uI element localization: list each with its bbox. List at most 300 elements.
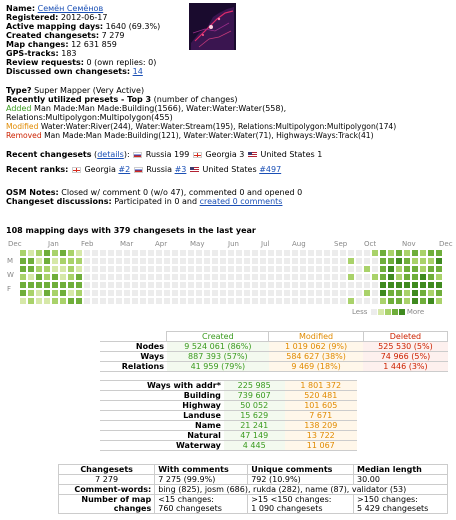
calendar-day-cell bbox=[236, 258, 242, 264]
calendar-day-cell bbox=[156, 274, 162, 280]
calendar-day-cell bbox=[84, 282, 90, 288]
calendar-day-cell bbox=[380, 274, 386, 280]
month-label: Dec bbox=[8, 240, 22, 248]
map-changes-buckets-label bbox=[59, 495, 155, 514]
calendar-day-cell bbox=[92, 250, 98, 256]
calendar-day-cell bbox=[148, 282, 154, 288]
calendar-day-cell bbox=[52, 282, 58, 288]
calendar-day-cell bbox=[60, 266, 66, 272]
rank-us-link[interactable]: #497 bbox=[259, 165, 282, 174]
calendar-day-cell bbox=[36, 266, 42, 272]
calendar-day-cell bbox=[180, 274, 186, 280]
calendar-day-cell bbox=[76, 266, 82, 272]
calendar-day-cell bbox=[100, 250, 106, 256]
calendar-day-cell bbox=[428, 282, 434, 288]
calendar-day-cell bbox=[44, 274, 50, 280]
calendar-day-cell bbox=[20, 298, 26, 304]
calendar-day-cell bbox=[124, 274, 130, 280]
modified-label: Modified bbox=[6, 122, 39, 131]
month-label: Nov bbox=[402, 240, 416, 248]
calendar-day-cell bbox=[44, 258, 50, 264]
cell-modified: 11 067 bbox=[285, 441, 357, 451]
month-label: Oct bbox=[364, 240, 377, 248]
active-days-value: 1640 (69.3%) bbox=[105, 22, 161, 31]
calendar-day-cell bbox=[244, 290, 250, 296]
calendar-day-cell bbox=[84, 290, 90, 296]
calendar-day-cell bbox=[332, 290, 338, 296]
calendar-day-cell bbox=[164, 282, 170, 288]
presets-added-row bbox=[6, 104, 286, 113]
month-label: Feb bbox=[81, 240, 94, 248]
calendar-day-cell bbox=[276, 282, 282, 288]
calendar-day-cell bbox=[308, 282, 314, 288]
calendar-day-cell bbox=[68, 290, 74, 296]
calendar-day-cell bbox=[396, 266, 402, 272]
calendar-day-cell bbox=[252, 258, 258, 264]
calendar-day-cell bbox=[292, 290, 298, 296]
recent-cs-us: United States 1 bbox=[260, 150, 323, 159]
calendar-day-cell bbox=[228, 298, 234, 304]
legend-less: Less bbox=[352, 308, 368, 316]
calendar-day-cell bbox=[388, 274, 394, 280]
calendar-day-cell bbox=[420, 298, 426, 304]
calendar-day-cell bbox=[372, 290, 378, 296]
calendar-day-cell bbox=[308, 250, 314, 256]
calendar-day-cell bbox=[364, 298, 370, 304]
presets-modified-row bbox=[6, 122, 396, 131]
calendar-day-cell bbox=[108, 250, 114, 256]
calendar-day-cell bbox=[372, 266, 378, 272]
calendar-day-cell bbox=[116, 274, 122, 280]
discussed-link[interactable]: 14 bbox=[132, 67, 143, 76]
calendar-day-cell bbox=[84, 274, 90, 280]
presets-added-row-2 bbox=[6, 113, 173, 122]
calendar-day-cell bbox=[108, 290, 114, 296]
calendar-day-cell bbox=[196, 266, 202, 272]
review-row bbox=[6, 58, 156, 67]
calendar-day-cell bbox=[260, 274, 266, 280]
cell-modified: 7 671 bbox=[285, 411, 357, 421]
calendar-day-cell bbox=[276, 266, 282, 272]
cell-deleted: 525 530 (5%) bbox=[363, 342, 447, 352]
row-label: Ways with addr* bbox=[100, 381, 224, 391]
month-label: Aug bbox=[292, 240, 306, 248]
calendar-day-cell bbox=[364, 274, 370, 280]
calendar-day-cell bbox=[300, 266, 306, 272]
calendar-day-cell bbox=[300, 250, 306, 256]
calendar-day-cell bbox=[220, 250, 226, 256]
month-label: Jul bbox=[261, 240, 270, 248]
table-row bbox=[100, 362, 448, 372]
calendar-day-cell bbox=[324, 282, 330, 288]
calendar-day-cell bbox=[164, 266, 170, 272]
bucket-large-value: 5 429 changesets bbox=[357, 504, 429, 513]
calendar-day-cell bbox=[372, 282, 378, 288]
calendar-day-cell bbox=[340, 282, 346, 288]
calendar-day-cell bbox=[188, 250, 194, 256]
calendar-day-cell bbox=[140, 290, 146, 296]
calendar-day-cell bbox=[172, 290, 178, 296]
calendar-day-cell bbox=[76, 282, 82, 288]
calendar-day-cell bbox=[44, 266, 50, 272]
calendar-day-cell bbox=[268, 274, 274, 280]
recent-cs-label: Recent changesets bbox=[6, 150, 92, 159]
element-stats-table bbox=[100, 331, 448, 372]
table-row bbox=[100, 421, 357, 431]
table-row bbox=[59, 495, 448, 514]
row-label: Relations bbox=[100, 362, 167, 372]
calendar-day-cell bbox=[212, 258, 218, 264]
calendar-day-cell bbox=[92, 298, 98, 304]
calendar-day-cell bbox=[212, 290, 218, 296]
calendar-day-cell bbox=[180, 290, 186, 296]
calendar-day-cell bbox=[44, 250, 50, 256]
calendar-day-cell bbox=[76, 274, 82, 280]
discussed-row bbox=[6, 67, 143, 76]
calendar-day-cell bbox=[156, 258, 162, 264]
calendar-day-cell bbox=[388, 250, 394, 256]
calendar-day-cell bbox=[52, 274, 58, 280]
calendar-day-cell bbox=[156, 290, 162, 296]
day-label: W bbox=[7, 271, 14, 279]
rank-russia-link[interactable]: #3 bbox=[174, 165, 187, 174]
calendar-day-cell bbox=[204, 290, 210, 296]
calendar-day-cell bbox=[124, 298, 130, 304]
calendar-day-cell bbox=[204, 298, 210, 304]
calendar-day-cell bbox=[420, 266, 426, 272]
table-row bbox=[100, 411, 357, 421]
calendar-day-cell bbox=[156, 298, 162, 304]
calendar-day-cell bbox=[100, 290, 106, 296]
calendar-day-cell bbox=[428, 298, 434, 304]
calendar-day-cell bbox=[20, 266, 26, 272]
month-label: Jun bbox=[228, 240, 239, 248]
calendar-day-cell bbox=[116, 290, 122, 296]
calendar-day-cell bbox=[100, 266, 106, 272]
month-label: Sep bbox=[334, 240, 348, 248]
calendar-day-cell bbox=[236, 250, 242, 256]
map-changes-value: 12 631 859 bbox=[71, 40, 117, 49]
calendar-day-cell bbox=[52, 250, 58, 256]
day-label: F bbox=[7, 285, 12, 293]
calendar-day-cell bbox=[148, 298, 154, 304]
calendar-day-cell bbox=[388, 266, 394, 272]
calendar-day-cell bbox=[20, 274, 26, 280]
calendar-day-cell bbox=[212, 274, 218, 280]
rank-russia: Russia bbox=[146, 165, 173, 174]
calendar-day-cell bbox=[292, 258, 298, 264]
recent-cs-georgia: Georgia 3 bbox=[205, 150, 245, 159]
calendar-day-cell bbox=[20, 290, 26, 296]
gps-row bbox=[6, 49, 77, 58]
calendar-day-cell bbox=[348, 250, 354, 256]
calendar-day-cell bbox=[204, 282, 210, 288]
calendar-day-cell bbox=[292, 266, 298, 272]
calendar-day-cell bbox=[428, 258, 434, 264]
calendar-day-cell bbox=[396, 282, 402, 288]
calendar-day-cell bbox=[388, 290, 394, 296]
calendar-day-cell bbox=[124, 282, 130, 288]
calendar-day-cell bbox=[212, 282, 218, 288]
calendar-day-cell bbox=[52, 298, 58, 304]
calendar-title: 108 mapping days with 379 changesets in the last year bbox=[6, 226, 256, 235]
created-comments-link[interactable]: created 0 comments bbox=[199, 197, 283, 206]
calendar-day-cell bbox=[244, 266, 250, 272]
russia-flag-icon bbox=[133, 152, 142, 158]
cell-median-length: 30.00 bbox=[354, 475, 448, 485]
us-flag-icon bbox=[248, 152, 257, 158]
calendar-day-cell bbox=[404, 290, 410, 296]
calendar-day-cell bbox=[52, 266, 58, 272]
georgia-flag-icon bbox=[72, 167, 81, 173]
cell-modified: 520 481 bbox=[285, 391, 357, 401]
col-modified: Modified bbox=[269, 332, 364, 342]
calendar-day-cell bbox=[196, 250, 202, 256]
label-line-2: changes bbox=[113, 504, 152, 513]
calendar-day-cell bbox=[308, 290, 314, 296]
gps-value: 183 bbox=[61, 49, 77, 58]
calendar-day-cell bbox=[180, 258, 186, 264]
bucket-small bbox=[155, 495, 248, 514]
type-row bbox=[6, 86, 144, 95]
col-created: Created bbox=[167, 332, 269, 342]
calendar-day-cell bbox=[348, 298, 354, 304]
calendar-day-cell bbox=[188, 290, 194, 296]
calendar-day-cell bbox=[276, 290, 282, 296]
calendar-day-cell bbox=[300, 290, 306, 296]
calendar-day-cell bbox=[220, 290, 226, 296]
cell-created: 50 052 bbox=[224, 401, 285, 411]
registered-row bbox=[6, 13, 107, 22]
calendar-day-cell bbox=[188, 266, 194, 272]
notes-label: OSM Notes: bbox=[6, 188, 59, 197]
bucket-small-label: <15 changes: bbox=[158, 495, 214, 504]
cell-modified: 101 605 bbox=[285, 401, 357, 411]
calendar-day-cell bbox=[380, 266, 386, 272]
legend-swatch bbox=[378, 309, 384, 315]
calendar-day-cell bbox=[28, 274, 34, 280]
calendar-day-cell bbox=[156, 250, 162, 256]
calendar-day-cell bbox=[132, 298, 138, 304]
calendar-day-cell bbox=[244, 258, 250, 264]
calendar-day-cell bbox=[284, 250, 290, 256]
calendar-day-cell bbox=[332, 282, 338, 288]
calendar-day-cell bbox=[180, 250, 186, 256]
calendar-day-cell bbox=[356, 298, 362, 304]
recent-changesets-row: Recent changesets (details): Russia 199 Georgia 3 United States 1 bbox=[6, 150, 323, 159]
calendar-day-cell bbox=[308, 298, 314, 304]
calendar-day-cell bbox=[252, 274, 258, 280]
calendar-day-cell bbox=[316, 290, 322, 296]
table-row bbox=[100, 431, 357, 441]
calendar-day-cell bbox=[28, 282, 34, 288]
comment-words-value: bing (825), josm (686), rukda (282), name (87), validator (53) bbox=[155, 485, 448, 495]
calendar-day-cell bbox=[436, 258, 442, 264]
calendar-day-cell bbox=[52, 258, 58, 264]
calendar-day-cell bbox=[348, 266, 354, 272]
calendar-day-cell bbox=[140, 250, 146, 256]
calendar-day-cell bbox=[228, 274, 234, 280]
row-label: Nodes bbox=[100, 342, 167, 352]
calendar-day-cell bbox=[276, 298, 282, 304]
calendar-day-cell bbox=[132, 266, 138, 272]
calendar-day-cell bbox=[28, 250, 34, 256]
recent-cs-details-link[interactable]: details bbox=[97, 150, 124, 159]
calendar-day-cell bbox=[308, 274, 314, 280]
calendar-day-cell bbox=[140, 274, 146, 280]
calendar-day-cell bbox=[292, 250, 298, 256]
calendar-day-cell bbox=[228, 258, 234, 264]
modified-values: Water:Water:River(244), Water:Water:Stream(195), Relations:Multipolygon:Multipolygon(174) bbox=[40, 122, 397, 131]
calendar-day-cell bbox=[68, 250, 74, 256]
calendar-day-cell bbox=[172, 250, 178, 256]
bucket-medium-label: >15 <150 changes: bbox=[251, 495, 332, 504]
month-label: Jan bbox=[48, 240, 59, 248]
active-days-label: Active mapping days: bbox=[6, 22, 104, 31]
cell-deleted: 1 446 (3%) bbox=[363, 362, 447, 372]
calendar-day-cell bbox=[308, 266, 314, 272]
calendar-day-cell bbox=[92, 282, 98, 288]
cell-created: 9 524 061 (86%) bbox=[167, 342, 269, 352]
review-value: 0 (own replies: 0) bbox=[86, 58, 157, 67]
calendar-day-cell bbox=[380, 250, 386, 256]
legend-swatch bbox=[371, 309, 377, 315]
avatar[interactable] bbox=[189, 3, 236, 50]
calendar-day-cell bbox=[76, 258, 82, 264]
calendar-day-cell bbox=[436, 298, 442, 304]
calendar-day-cell bbox=[108, 274, 114, 280]
calendar-day-cell bbox=[252, 250, 258, 256]
calendar-day-cell bbox=[212, 266, 218, 272]
calendar-day-cell bbox=[364, 266, 370, 272]
legend-swatch bbox=[385, 309, 391, 315]
discussions-value: Participated in 0 and bbox=[114, 197, 198, 206]
calendar-day-cell bbox=[196, 298, 202, 304]
registered-value: 2012-06-17 bbox=[60, 13, 108, 22]
calendar-day-cell bbox=[268, 298, 274, 304]
calendar-day-cell bbox=[196, 274, 202, 280]
calendar-day-cell bbox=[284, 274, 290, 280]
row-label: Landuse bbox=[100, 411, 224, 421]
calendar-day-cell bbox=[84, 250, 90, 256]
cell-created: 225 985 bbox=[224, 381, 285, 391]
calendar-day-cell bbox=[164, 274, 170, 280]
calendar-day-cell bbox=[44, 290, 50, 296]
calendar-day-cell bbox=[132, 282, 138, 288]
type-label: Type? bbox=[6, 86, 32, 95]
row-label: Building bbox=[100, 391, 224, 401]
calendar-day-cell bbox=[396, 258, 402, 264]
month-label: Dec bbox=[439, 240, 453, 248]
calendar-day-cell bbox=[60, 290, 66, 296]
calendar-day-cell bbox=[228, 250, 234, 256]
calendar-day-cell bbox=[28, 298, 34, 304]
row-label: Highway bbox=[100, 401, 224, 411]
calendar-day-cell bbox=[332, 250, 338, 256]
calendar-day-cell bbox=[132, 274, 138, 280]
calendar-day-cell bbox=[148, 274, 154, 280]
calendar-day-cell bbox=[324, 258, 330, 264]
calendar-day-cell bbox=[260, 250, 266, 256]
calendar-day-cell bbox=[300, 298, 306, 304]
calendar-day-cell bbox=[244, 282, 250, 288]
calendar-day-cell bbox=[196, 282, 202, 288]
col-changesets: Changesets bbox=[59, 465, 155, 475]
cell-created: 21 241 bbox=[224, 421, 285, 431]
calendar-day-cell bbox=[404, 274, 410, 280]
calendar-day-cell bbox=[364, 250, 370, 256]
cs-discussions-row bbox=[6, 197, 282, 206]
calendar-day-cell bbox=[124, 266, 130, 272]
calendar-day-cell bbox=[60, 258, 66, 264]
calendar-day-cell bbox=[84, 298, 90, 304]
calendar-day-cell bbox=[292, 274, 298, 280]
active-days-row bbox=[6, 22, 160, 31]
calendar-day-cell bbox=[396, 298, 402, 304]
calendar-day-cell bbox=[84, 258, 90, 264]
calendar-day-cell bbox=[356, 282, 362, 288]
calendar-day-cell bbox=[68, 266, 74, 272]
presets-title-suffix: (number of changes) bbox=[153, 95, 238, 104]
calendar-day-cell bbox=[36, 258, 42, 264]
calendar-day-cell bbox=[92, 258, 98, 264]
calendar-day-cell bbox=[172, 258, 178, 264]
calendar-day-cell bbox=[356, 250, 362, 256]
calendar-day-cell bbox=[100, 274, 106, 280]
calendar-day-cell bbox=[284, 298, 290, 304]
name-label: Name: bbox=[6, 4, 36, 13]
calendar-day-cell bbox=[380, 298, 386, 304]
cell-created: 41 959 (79%) bbox=[167, 362, 269, 372]
added-values-2: Relations:Multipolygon:Multipolygon(455) bbox=[6, 113, 173, 122]
rank-georgia-link[interactable]: #2 bbox=[118, 165, 131, 174]
month-label: Apr bbox=[155, 240, 168, 248]
calendar-day-cell bbox=[212, 298, 218, 304]
calendar-day-cell bbox=[68, 282, 74, 288]
calendar-day-cell bbox=[332, 258, 338, 264]
user-name-link[interactable]: Семён Семёнов bbox=[37, 4, 104, 13]
calendar-day-cell bbox=[148, 250, 154, 256]
calendar-day-cell bbox=[412, 258, 418, 264]
bucket-medium-value: 1 090 changesets bbox=[251, 504, 323, 513]
calendar-day-cell bbox=[428, 266, 434, 272]
rank-us: United States bbox=[202, 165, 257, 174]
calendar-day-cell bbox=[52, 290, 58, 296]
calendar-day-cell bbox=[148, 258, 154, 264]
legend-more: More bbox=[406, 308, 425, 316]
calendar-day-cell bbox=[436, 282, 442, 288]
calendar-day-cell bbox=[164, 258, 170, 264]
calendar-day-cell bbox=[420, 282, 426, 288]
calendar-day-cell bbox=[356, 258, 362, 264]
calendar-day-cell bbox=[308, 258, 314, 264]
calendar-day-cell bbox=[404, 250, 410, 256]
calendar-day-cell bbox=[60, 282, 66, 288]
calendar-day-cell bbox=[332, 298, 338, 304]
calendar-day-cell bbox=[180, 266, 186, 272]
day-label: M bbox=[7, 257, 14, 265]
calendar-day-cell bbox=[148, 290, 154, 296]
recent-ranks-row bbox=[6, 165, 281, 174]
ranks-label: Recent ranks: bbox=[6, 165, 69, 174]
calendar-day-cell bbox=[196, 290, 202, 296]
calendar-day-cell bbox=[108, 282, 114, 288]
presets-title bbox=[6, 95, 238, 104]
calendar-day-cell bbox=[356, 290, 362, 296]
calendar-day-cell bbox=[420, 274, 426, 280]
calendar-day-cell bbox=[404, 298, 410, 304]
calendar-day-cell bbox=[436, 266, 442, 272]
